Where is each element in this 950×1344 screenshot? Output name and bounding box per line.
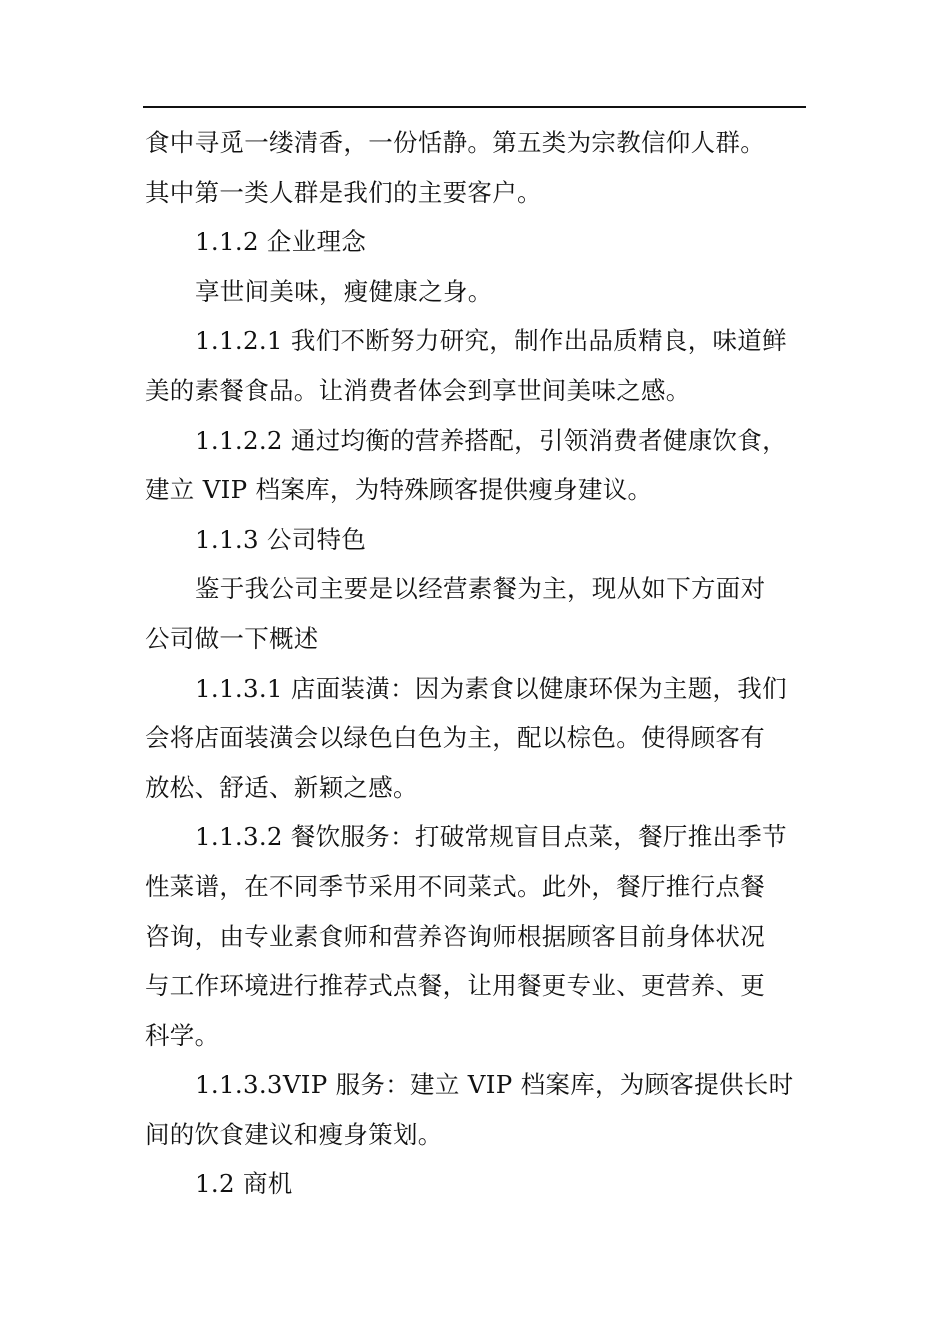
text-line: 1.1.3.1 店面装潢：因为素食以健康环保为主题，我们: [195, 673, 787, 703]
section-heading-1-2: 1.2 商机: [195, 1169, 293, 1199]
text-line: 间的饮食建议和瘦身策划。: [145, 1119, 443, 1149]
text-line: 1.1.2.1 我们不断努力研究，制作出品质精良，味道鲜: [195, 326, 787, 356]
section-heading-1-1-3: 1.1.3 公司特色: [195, 524, 367, 554]
header-rule-divider: [143, 106, 806, 108]
text-line: 鉴于我公司主要是以经营素餐为主，现从如下方面对: [195, 574, 766, 604]
text-line: 放松、舒适、新颖之感。: [145, 772, 418, 802]
text-line: 公司做一下概述: [145, 623, 319, 653]
text-line: 性菜谱，在不同季节采用不同菜式。此外，餐厅推行点餐: [145, 871, 765, 901]
text-line: 1.1.2.2 通过均衡的营养搭配，引领消费者健康饮食，: [195, 425, 787, 455]
text-line: 建立 VIP 档案库，为特殊顾客提供瘦身建议。: [145, 475, 653, 505]
text-line: 科学。: [145, 1020, 220, 1050]
text-line: 1.1.3.3VIP 服务：建立 VIP 档案库，为顾客提供长时: [195, 1070, 794, 1100]
text-line: 其中第一类人群是我们的主要客户。: [145, 177, 542, 207]
text-line: 美的素餐食品。让消费者体会到享世间美味之感。: [145, 375, 691, 405]
text-line: 享世间美味，瘦健康之身。: [195, 276, 493, 306]
text-line: 会将店面装潢会以绿色白色为主，配以棕色。使得顾客有: [145, 723, 765, 753]
section-heading-1-1-2: 1.1.2 企业理念: [195, 227, 367, 257]
text-line: 咨询，由专业素食师和营养咨询师根据顾客目前身体状况: [145, 921, 765, 951]
text-line: 食中寻觅一缕清香，一份恬静。第五类为宗教信仰人群。: [145, 128, 765, 157]
document-body: [145, 118, 807, 1209]
text-line: 1.1.3.2 餐饮服务：打破常规盲目点菜，餐厅推出季节: [195, 822, 787, 852]
text-line: 与工作环境进行推荐式点餐，让用餐更专业、更营养、更: [145, 971, 765, 1001]
